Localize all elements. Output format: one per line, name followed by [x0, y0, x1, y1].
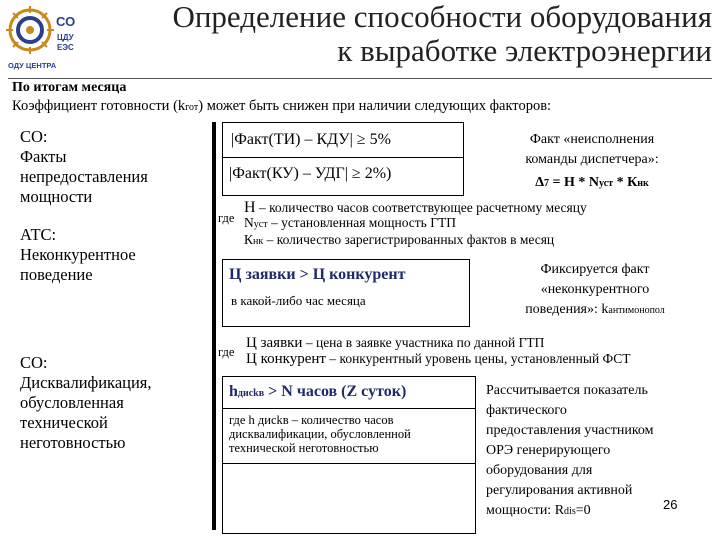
noncompetitive-fact: Фиксируется факт «неконкурентного поведения»: kантимонопол	[525, 262, 665, 317]
svg-text:ОДУ ЦЕНТРА: ОДУ ЦЕНТРА	[8, 61, 57, 70]
price-condition: Ц заявки > Ц конкурент	[229, 266, 406, 283]
price-condition-box	[222, 259, 470, 327]
logo	[6, 4, 84, 70]
left-so-facts: СО: Факты непредоставления мощности	[20, 127, 148, 206]
so-emblem-icon	[6, 4, 84, 70]
where-definitions-1: Н – количество часов соответствующее расчетному месяцу Nуст – установленная мощность ГТП Кнк – количество зарегистрированных фактов в месяц	[244, 199, 587, 247]
conditions-box	[222, 122, 464, 196]
title-line-2: к выработке электроэнергии	[337, 33, 712, 68]
price-condition-note: в какой-либо час месяца	[231, 293, 366, 308]
page-number: 26	[663, 497, 678, 512]
svg-text:ЕЭС: ЕЭС	[57, 43, 74, 52]
disqualification-box	[222, 376, 476, 534]
svg-text:СО: СО	[56, 14, 76, 29]
page-title	[92, 0, 712, 68]
fact-nonexecution: Факт «неисполнения команды диспетчера»: Δ7 = Н * Nуст * Кнк	[472, 130, 712, 194]
coefficient-intro: Коэффициент готовности (kгот) может быть снижен при наличии следующих факторов:	[12, 98, 552, 114]
rdis-indicator: Рассчитывается показатель фактического предоставления участником ОРЭ генерирующего оборудования для регулирования активной мощности: Rdis=0	[486, 383, 654, 518]
condition-ku: |Факт(КУ) – УДГ| ≥ 2%)	[229, 165, 392, 182]
where-label-1: где	[218, 211, 235, 225]
left-ats: АТС: Неконкурентное поведение	[20, 225, 136, 284]
left-so-disqualification: СО: Дисквалификация, обусловленная технической неготовностью	[20, 353, 152, 452]
disqualification-condition: hдисkв > N часов (Z суток)	[229, 383, 407, 400]
vertical-divider	[212, 122, 216, 530]
header-divider	[8, 78, 712, 79]
title-line-1: Определение способности оборудования	[172, 0, 712, 34]
condition-ti: |Факт(ТИ) – КДУ| ≥ 5%	[231, 131, 391, 148]
where-definitions-2: Ц заявки – цена в заявке участника по данной ГТП Ц конкурент – конкурентный уровень цены, установленный ФСТ	[246, 335, 631, 367]
disqualification-note: где h дисkв – количество часов дисквалификации, обусловленной технической неготовностью	[229, 413, 411, 455]
section-title: По итогам месяца	[12, 80, 127, 95]
svg-text:ЦДУ: ЦДУ	[57, 33, 74, 42]
where-label-2: где	[218, 345, 235, 359]
formula-delta7: Δ7 = Н * Nуст * Кнк	[535, 175, 649, 190]
